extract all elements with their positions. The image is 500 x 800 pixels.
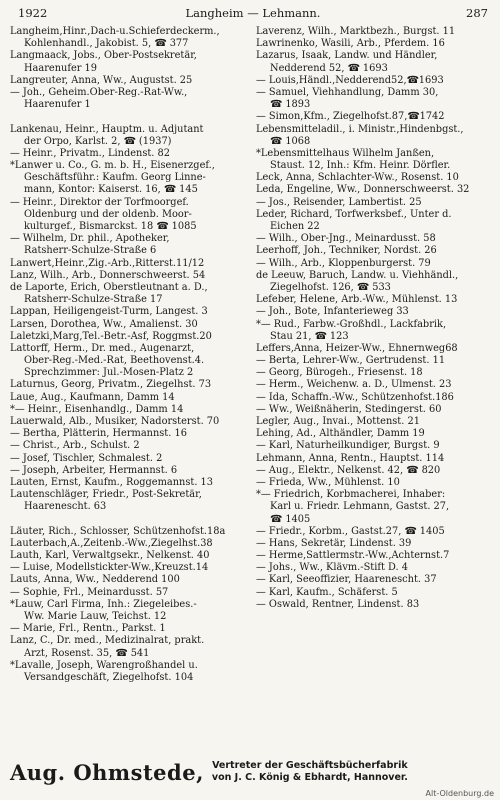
directory-entry-line: — Heinr., Privatm., Lindenst. 82	[10, 147, 170, 159]
directory-entry-line: Lattorff, Herm., Dr. med., Augenarzt,	[10, 342, 195, 354]
directory-entry-line: — Georg, Bürogeh., Friesenst. 18	[256, 367, 423, 379]
directory-entry-line: Ww. Marie Lauw, Teichst. 12	[24, 611, 167, 622]
left-column	[10, 26, 254, 684]
directory-entry-line: Lauten, Ernst, Kaufm., Roggemannst. 13	[10, 476, 214, 488]
watermark: Alt-Oldenburg.de	[425, 789, 494, 798]
directory-entry-line: Lautenschläger, Friedr., Post-Sekretär,	[10, 489, 202, 501]
header-year: 1922	[18, 6, 48, 20]
directory-entry-line: *— Rud., Farbw.-Großhdl., Lackfabrik,	[256, 318, 447, 330]
directory-entry-line: Lawrinenko, Wasili, Arb., Pferdem. 16	[256, 38, 445, 50]
directory-entry-line: — Heinr., Direktor der Torfmoorgef.	[10, 196, 189, 208]
directory-entry-line: — Johs., Ww., Klävm.-Stift D. 4	[256, 562, 409, 574]
directory-entry-line: — Berta, Lehrer-Ww., Gertrudenst. 11	[256, 355, 446, 367]
footer-tagline	[212, 760, 408, 784]
directory-entry-line: Lauts, Anna, Ww., Nedderend 100	[10, 574, 180, 586]
directory-entry-line: Ziegelhofst. 126, ☎ 533	[270, 281, 391, 293]
directory-entry-line: der Orpo, Karlst. 2, ☎ (1937)	[24, 135, 172, 147]
directory-entry-line: — Jos., Reisender, Lambertist. 25	[256, 196, 422, 208]
directory-entry-line: Lanz, C., Dr. med., Medizinalrat, prakt.	[10, 635, 205, 647]
directory-entry-line: *Lanwer u. Co., G. m. b. H., Eisenerzgef.,	[10, 160, 215, 172]
directory-entry-line: Lauerwald, Alb., Musiker, Nadorsterst. 70	[10, 416, 220, 427]
directory-entry-line: — Friedr., Korbm., Gastst.27, ☎ 1405	[256, 525, 445, 537]
directory-entry-line: Langmaack, Jobs., Ober-Postsekretär,	[10, 50, 197, 62]
directory-entry-line: — Hans, Sekretär, Lindenst. 39	[256, 537, 412, 549]
directory-entry-line: — Wilh., Arb., Kloppenburgerst. 79	[256, 257, 431, 269]
right-column	[256, 26, 500, 611]
directory-entry-line: Arzt, Rosenst. 35, ☎ 541	[24, 647, 150, 659]
footer-tagline-line1: Vertreter der Geschäftsbücherfabrik	[212, 760, 408, 771]
directory-entry-line: *Lavalle, Joseph, Warengroßhandel u.	[10, 659, 198, 671]
directory-entry-line: Lankenau, Heinr., Hauptm. u. Adjutant	[10, 123, 204, 135]
directory-entry-line: — Wilhelm, Dr. phil., Apotheker,	[10, 233, 170, 245]
directory-entry-line: — Marie, Frl., Rentn., Parkst. 1	[10, 623, 166, 635]
directory-entry-line: Lappan, Heiligengeist-Turm, Langest. 3	[10, 306, 208, 318]
header-page-number: 287	[466, 6, 488, 20]
directory-entry-line: Lehing, Ad., Althändler, Damm 19	[256, 428, 425, 440]
directory-entry-line: Stau 21, ☎ 123	[270, 330, 349, 342]
directory-entry-line	[10, 514, 254, 526]
directory-entry-line: *— Friedrich, Korbmacherei, Inhaber:	[256, 489, 446, 501]
directory-entry-line: — Wilh., Ober-Jng., Meinardusst. 58	[256, 233, 436, 245]
directory-entry-line: Langheim,Hinr.,Dach-u.Schieferdeckerm.,	[10, 26, 220, 37]
directory-entry-line: Läuter, Rich., Schlosser, Schützenhofst.18a	[10, 525, 226, 537]
directory-entry-line: mann, Kontor: Kaiserst. 16, ☎ 145	[24, 184, 198, 196]
directory-entry-line: — Ida, Schaffn.-Ww., Schützenhofst.186	[256, 391, 454, 403]
directory-entry-line: — Herme,Sattlermstr.-Ww.,Achternst.7	[256, 550, 450, 562]
directory-entry-line: — Samuel, Viehhandlung, Damm 30,	[256, 86, 439, 98]
directory-entry-line: Kohlenhandl., Jakobist. 5, ☎ 377	[24, 38, 189, 50]
directory-entry-line: — Simon,Kfm., Ziegelhofst.87,☎1742	[256, 111, 445, 123]
directory-entry-line: Geschäftsführ.: Kaufm. Georg Linne-	[24, 172, 206, 184]
directory-entry-line	[10, 111, 254, 123]
directory-entry-line: — Frieda, Ww., Mühlenst. 10	[256, 476, 400, 488]
header-title: Langheim — Lehmann.	[185, 6, 321, 20]
directory-entry-line: Oldenburg und der oldenb. Moor-	[24, 208, 192, 220]
directory-entry-line: — Joh., Geheim.Ober-Reg.-Rat-Ww.,	[10, 86, 188, 98]
directory-entry-line: ☎ 1405	[270, 513, 311, 525]
directory-entry-line: ☎ 1893	[270, 99, 311, 111]
directory-entry-line: — Joh., Bote, Infanterieweg 33	[256, 306, 409, 318]
directory-entry-line: — Karl, Seeoffizier, Haarenescht. 37	[256, 574, 437, 586]
directory-entry-line: Legler, Aug., Invai., Mottenst. 21	[256, 416, 420, 427]
directory-entry-line: Versandgeschäft, Ziegelhofst. 104	[24, 671, 194, 683]
directory-entry-line: Laturnus, Georg, Privatm., Ziegelhst. 73	[10, 379, 212, 391]
directory-entry-line: Lauterbach,A.,Zeitenb.-Ww.,Ziegelhst.38	[10, 537, 213, 549]
directory-entry-line: de Leeuw, Baruch, Landw. u. Viehhändl.,	[256, 269, 459, 281]
directory-entry-line: — Karl, Naturheilkundiger, Burgst. 9	[256, 440, 440, 452]
directory-entry-line: Ratsherr-Schulze-Straße 17	[24, 294, 163, 306]
directory-entry-line: Eichen 22	[270, 221, 320, 232]
footer-advertisement	[10, 754, 490, 790]
directory-entry-line: — Luise, Modellstickter-Ww.,Kreuzst.14	[10, 562, 209, 574]
footer-brand: Aug. Ohmstede,	[10, 759, 204, 785]
directory-entry-line: — Oswald, Rentner, Lindenst. 83	[256, 598, 420, 610]
directory-entry-line: Haarenufer 19	[24, 62, 98, 74]
footer-tagline-line2: von J. C. König & Ebhardt, Hannover.	[211, 772, 408, 783]
directory-entry-line: Lazarus, Isaak, Landw. und Händler,	[256, 50, 438, 62]
directory-entry-line: Lehmann, Anna, Rentn., Hauptst. 114	[256, 452, 445, 464]
directory-entry-line: Laletzki,Marg,Tel.-Betr.-Asf, Roggmst.20	[10, 330, 212, 342]
directory-entry-line: — Ww., Weißnäherin, Stedingerst. 60	[256, 403, 442, 415]
directory-entry-line: Laverenz, Wilh., Marktbezh., Burgst. 11	[256, 26, 456, 37]
directory-entry-line: — Sophie, Frl., Meinardusst. 57	[10, 586, 169, 598]
directory-entry-line: Lebensmitteladil., i. Ministr.,Hindenbgst.,	[256, 123, 464, 135]
directory-entry-line: Lanz, Wilh., Arb., Donnerschweerst. 54	[10, 269, 206, 281]
directory-entry-line: Leck, Anna, Schlachter-Ww., Rosenst. 10	[256, 172, 459, 184]
directory-entry-line: Leffers,Anna, Heizer-Ww., Ehnernweg68	[256, 342, 458, 354]
directory-entry-line: Laue, Aug., Kaufmann, Damm 14	[10, 391, 175, 403]
directory-entry-line: Larsen, Dorothea, Ww., Amalienst. 30	[10, 318, 198, 330]
directory-entry-line: Langreuter, Anna, Ww., Augustst. 25	[10, 74, 193, 86]
directory-entry-line: Lauth, Karl, Verwaltgsekr., Nelkenst. 40	[10, 550, 210, 562]
page-header	[18, 4, 488, 22]
directory-entry-line: — Joseph, Arbeiter, Hermannst. 6	[10, 464, 178, 476]
directory-entry-line: Leerhoff, Joh., Techniker, Nordst. 26	[256, 245, 437, 257]
directory-entry-line: Ratsherr-Schulze-Straße 6	[24, 245, 157, 257]
directory-entry-line: de Laporte, Erich, Oberstleutnant a. D.,	[10, 281, 208, 293]
directory-entry-line: — Christ., Arb., Schulst. 2	[10, 440, 140, 452]
directory-entry-line: Nedderend 52, ☎ 1693	[270, 62, 388, 74]
directory-entry-line: Haarenufer 1	[24, 99, 91, 111]
directory-entry-line: Leda, Engeline, Ww., Donnerschweerst. 32	[256, 184, 470, 196]
directory-entry-line: kulturgef., Bismarckst. 18 ☎ 1085	[24, 221, 197, 232]
directory-entry-line: — Aug., Elektr., Nelkenst. 42, ☎ 820	[256, 464, 441, 476]
directory-entry-line: Ober-Reg.-Med.-Rat, Beethovenst.4.	[24, 355, 205, 367]
directory-entry-line: — Josef, Tischler, Schmalest. 2	[10, 452, 163, 464]
directory-entry-line: — Karl, Kaufm., Schäferst. 5	[256, 586, 398, 598]
directory-entry-line: *— Heinr., Eisenhandlg., Damm 14	[10, 403, 184, 415]
directory-entry-line: Karl u. Friedr. Lehmann, Gastst. 27,	[270, 501, 450, 513]
directory-entry-line: Leder, Richard, Torfwerksbef., Unter d.	[256, 208, 452, 220]
directory-entry-line: — Bertha, Plätterin, Hermannst. 16	[10, 428, 187, 440]
directory-entry-line: — Herm., Weichenw. a. D., Ulmenst. 23	[256, 379, 452, 391]
directory-entry-line: Sprechzimmer: Jul.-Mosen-Platz 2	[24, 367, 194, 379]
directory-entry-line: ☎ 1068	[270, 135, 311, 147]
directory-entry-line: *Lebensmittelhaus Wilhelm Janßen,	[256, 147, 435, 159]
directory-entry-line: — Louis,Händl.,Nedderend52,☎1693	[256, 74, 444, 86]
directory-entry-line: *Lauw, Carl Firma, Inh.: Ziegeleibes.-	[10, 598, 197, 610]
directory-entry-line: Staust. 12, Inh.: Kfm. Heinr. Dörfler.	[270, 160, 451, 172]
directory-entry-line: Lefeber, Helene, Arb.-Ww., Mühlenst. 13	[256, 294, 458, 306]
directory-entry-line: Haarenescht. 63	[24, 501, 107, 513]
directory-entry-line: Lanwert,Heinr.,Zig.-Arb.,Ritterst.11/12	[10, 257, 205, 269]
